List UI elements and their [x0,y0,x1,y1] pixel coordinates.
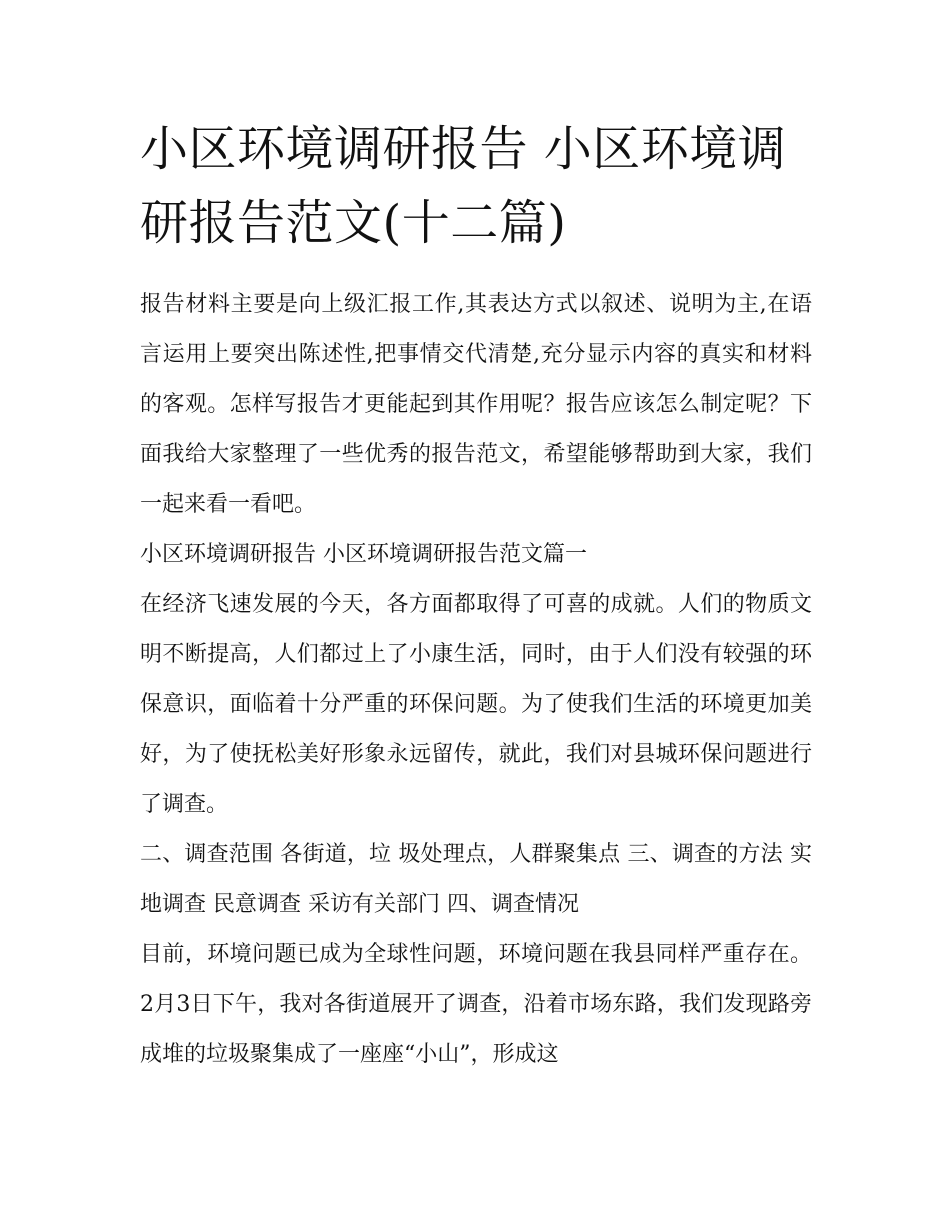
body-paragraph: 二、调查范围 各街道，垃 圾处理点，人群聚集点 三、调查的方法 实地调查 民意调查 采访有关部门 四、调查情况 [140,842,812,917]
document-body [140,280,812,1080]
document-title: 小区环境调研报告 小区环境调研报告范文(十二篇) [140,121,787,251]
section-heading: 小区环境调研报告 小区环境调研报告范文篇一 [140,542,587,567]
body-paragraph: 目前，环境问题已成为全球性问题，环境问题在我县同样严重存在。2月3日下午，我对各街道展开了调查，沿着市场东路，我们发现路旁成堆的垃圾聚集成了一座座“小山”，形成这 [140,942,812,1067]
body-paragraph: 在经济飞速发展的今天，各方面都取得了可喜的成就。人们的物质文明不断提高，人们都过上了小康生活，同时，由于人们没有较强的环保意识，面临着十分严重的环保问题。为了使我们生活的环境更加美好，为了使抚松美好形象永远留传，就此，我们对县城环保问题进行了调查。 [140,592,812,817]
intro-paragraph: 报告材料主要是向上级汇报工作,其表达方式以叙述、说明为主,在语言运用上要突出陈述性,把事情交代清楚,充分显示内容的真实和材料的客观。怎样写报告才更能起到其作用呢？报告应该怎么制定呢？下面我给大家整理了一些优秀的报告范文，希望能够帮助到大家，我们一起来看一看吧。 [140,292,812,517]
